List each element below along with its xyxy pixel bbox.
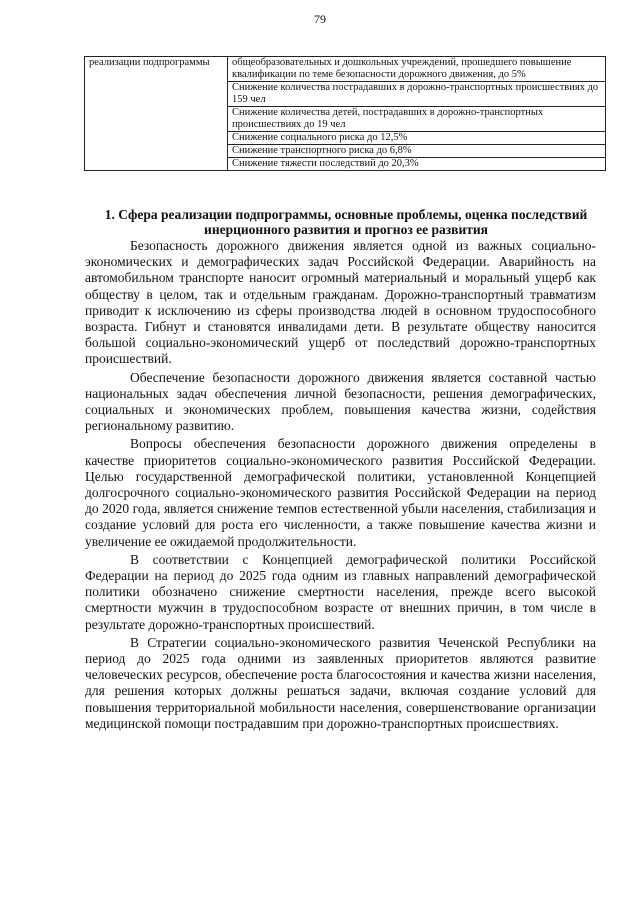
table-cell: Снижение количества пострадавших в дорожно-транспортных происшествиях до 159 чел xyxy=(228,82,606,107)
page-number: 79 xyxy=(314,12,326,26)
paragraph: В Стратегии социально-экономического развития Чеченской Республики на период до 2025 года одними из заявленных приоритетов являются развитие человеческих ресурсов, обеспечение роста благосостояния и качества жизни населения, для решения которых должны решаться задачи, включая создание условий для повышения территориальной мобильности населения, совершенствование организации медицинской помощи пострадавшим при дорожно-транспортных происшествиях. xyxy=(85,634,596,731)
paragraph: Вопросы обеспечения безопасности дорожного движения определены в качестве приоритетов социально-экономического развития Российской Федерации. Целью государственной демографической политики, установленной Концепцией долгосрочного социально-экономического развития Российской Федерации на период до 2020 года, является снижение темпов естественной убыли населения, стабилизация и создание условий для роста его численности, а также повышение качества жизни и увеличение ее ожидаемой продолжительности. xyxy=(85,436,596,549)
table-cell: Снижение транспортного риска до 6,8% xyxy=(228,145,606,158)
paragraph: Безопасность дорожного движения является одной из важных социально-экономических и демографических задач Российской Федерации. Аварийность на автомобильном транспорте наносит огромный материальный и моральный ущерб как обществу в целом, так и отдельным гражданам. Дорожно-транспортный травматизм приводит к исключению из сферы производства людей в основном трудоспособного возраста. Гибнут и становятся инвалидами дети. В результате обществу наносится большой социально-экономический ущерб от последствий дорожно-транспортных происшествий. xyxy=(85,238,596,367)
paragraph: В соответствии с Концепцией демографической политики Российской Федерации на период до 2025 года одним из главных направлений демографической политики обозначено снижение смертности населения, прежде всего высокой смертности мужчин в трудоспособном возрасте от внешних причин, в том числе в результате дорожно-транспортных происшествий. xyxy=(85,551,596,632)
section-heading: 1. Сфера реализации подпрограммы, основные проблемы, оценка последствий инерционного развития и прогноз ее развития xyxy=(104,207,588,237)
table-label-cell: реализации подпрограммы xyxy=(85,57,228,171)
table-row xyxy=(85,57,606,82)
table-cell: общеобразовательных и дошкольных учреждений, прошедшего повышение квалификации по теме безопасности дорожного движения, до 5% xyxy=(228,57,606,82)
table-cell: Снижение тяжести последствий до 20,3% xyxy=(228,158,606,171)
targets-table xyxy=(84,56,606,171)
paragraph: Обеспечение безопасности дорожного движения является составной частью национальных задач обеспечения личной безопасности, решения демографических, социальных и экономических проблем, повышения качества жизни, содействия региональному развитию. xyxy=(85,369,596,434)
table-cell: Снижение количества детей, пострадавших в дорожно-транспортных происшествиях до 19 чел xyxy=(228,107,606,132)
section-body xyxy=(85,238,596,734)
table-cell: Снижение социального риска до 12,5% xyxy=(228,132,606,145)
